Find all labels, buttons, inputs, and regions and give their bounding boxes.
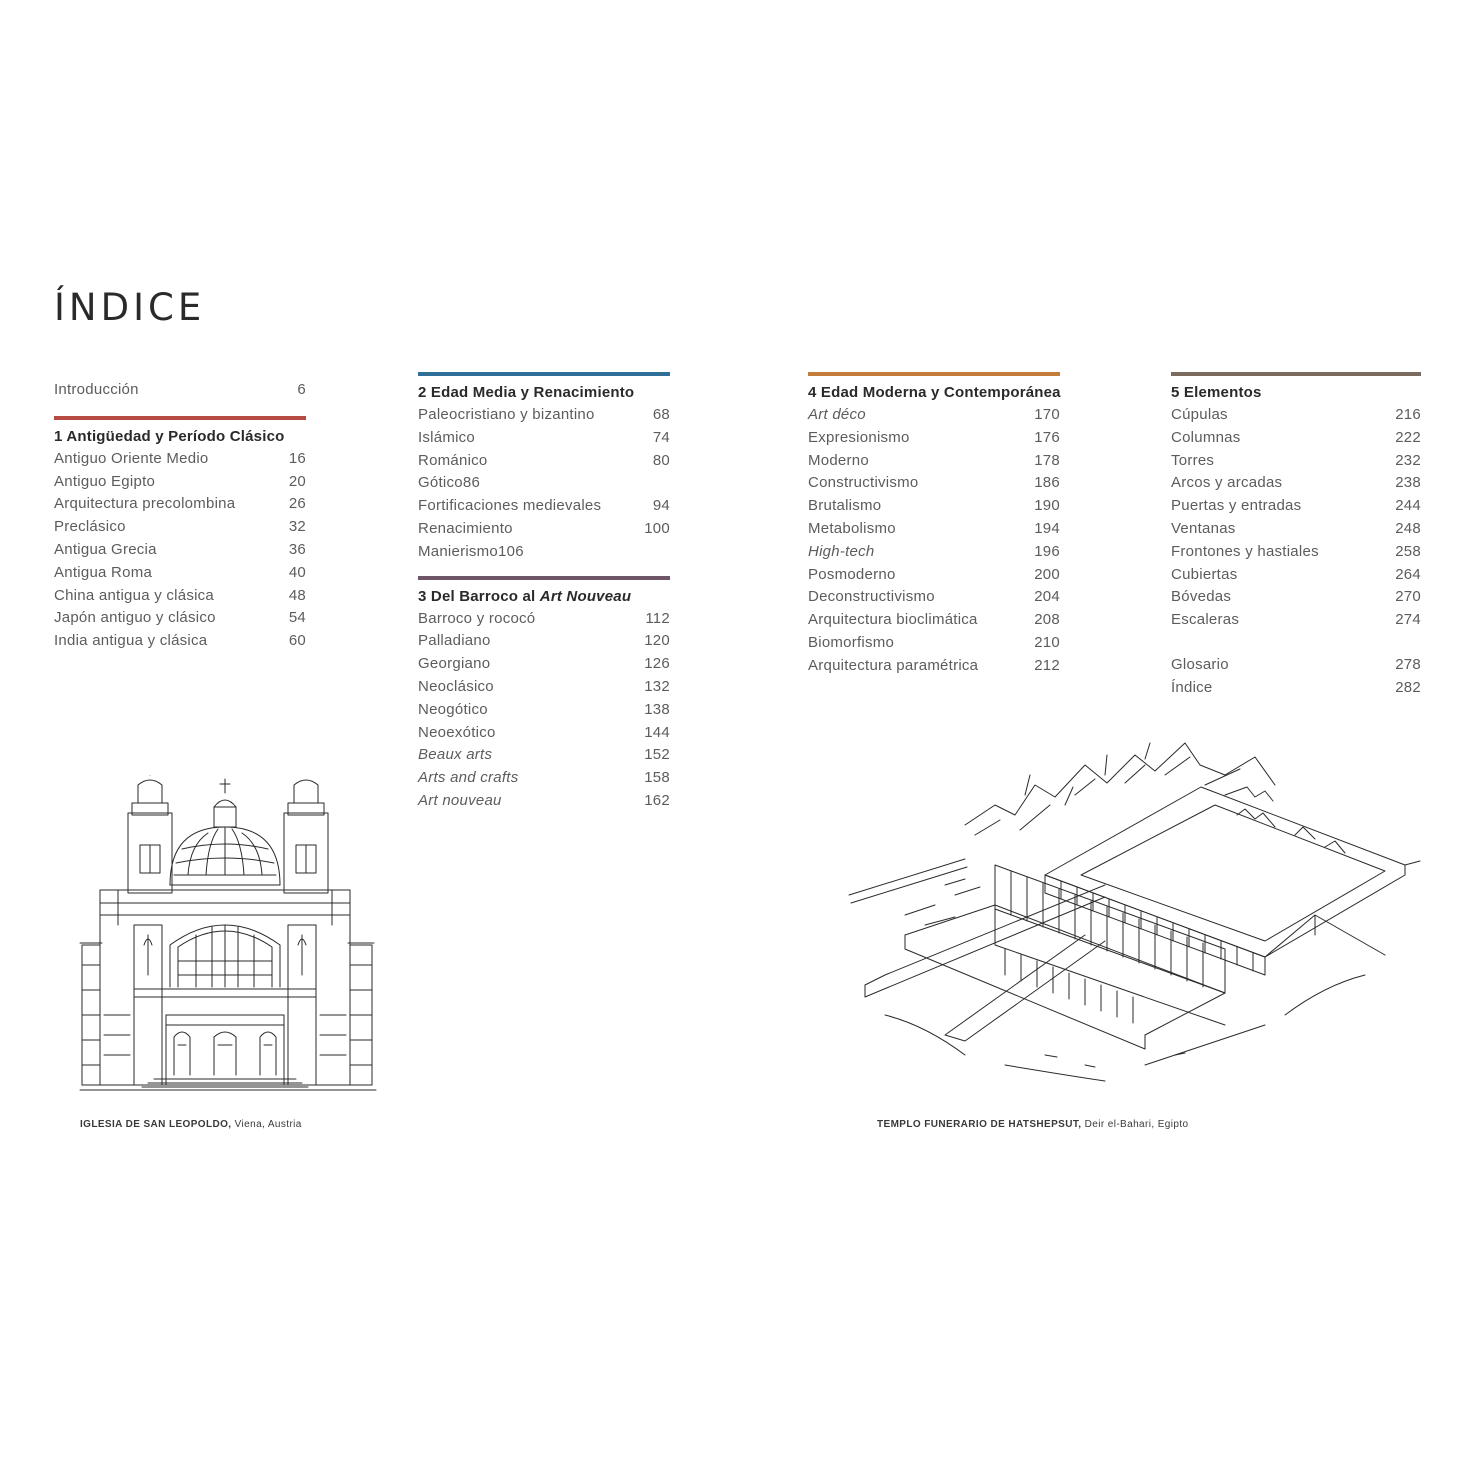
toc-column-1	[54, 379, 306, 653]
section-4-entries	[808, 404, 1060, 678]
toc-entry[interactable]	[418, 518, 670, 541]
toc-entry[interactable]	[54, 585, 306, 608]
toc-entry[interactable]	[54, 471, 306, 494]
toc-entry-label: Biomorfismo	[808, 633, 895, 651]
toc-entry[interactable]	[418, 767, 670, 790]
toc-entry-page: 100	[644, 519, 670, 537]
toc-entry-label: Ventanas	[1171, 519, 1236, 537]
toc-entry[interactable]	[1171, 472, 1421, 495]
toc-entry-page: 152	[644, 746, 670, 764]
toc-entry-page: 126	[644, 655, 670, 673]
toc-entry[interactable]	[54, 539, 306, 562]
toc-entry[interactable]	[418, 630, 670, 653]
toc-entry-label: Paleocristiano y bizantino	[418, 406, 595, 423]
toc-entry-page: 212	[1034, 656, 1060, 674]
toc-entry[interactable]	[418, 653, 670, 676]
toc-entry-label: Cubiertas	[1171, 565, 1238, 583]
toc-entry-label: Barroco y rococó	[418, 609, 536, 627]
toc-entry[interactable]	[418, 404, 670, 427]
toc-entry[interactable]	[54, 607, 306, 630]
section-3-title	[418, 586, 670, 608]
toc-entry-label: Neoexótico	[418, 723, 496, 741]
toc-entry-label: Antigua Grecia	[54, 540, 157, 558]
toc-entry[interactable]	[1171, 564, 1421, 587]
toc-entry-page: 222	[1395, 428, 1421, 446]
toc-entry-label: Arquitectura bioclimática	[808, 611, 978, 629]
toc-entry[interactable]	[1171, 541, 1421, 564]
toc-entry-page: 178	[1034, 451, 1060, 469]
section-1-entries	[54, 448, 306, 653]
toc-entry-page: 232	[1395, 451, 1421, 469]
toc-entry-label: Introducción	[54, 381, 139, 398]
toc-entry[interactable]	[418, 699, 670, 722]
toc-entry-label: Románico	[418, 451, 488, 469]
toc-entry-label: Japón antiguo y clásico	[54, 609, 216, 627]
toc-entry-label: Fortificaciones medievales	[418, 497, 602, 515]
toc-entry-label: Cúpulas	[1171, 406, 1228, 423]
toc-entry-page: 244	[1395, 497, 1421, 515]
toc-entry-page: 80	[652, 451, 670, 469]
toc-entry-page: 190	[1034, 497, 1060, 515]
toc-entry-label: Neogótico	[418, 700, 488, 718]
toc-entry-page: 74	[652, 428, 670, 446]
toc-entry[interactable]	[1171, 654, 1421, 677]
toc-entry-page: 6	[297, 381, 306, 398]
toc-entry-page: 54	[288, 609, 306, 627]
toc-entry-label: Palladiano	[418, 632, 491, 650]
toc-entry-page: 112	[645, 609, 670, 627]
toc-entry-page: 238	[1395, 474, 1421, 492]
toc-entry-page: 258	[1395, 542, 1421, 560]
section-4-title: 4 Edad Moderna y Contemporánea	[808, 384, 1061, 401]
toc-entry-page: 32	[288, 518, 306, 536]
toc-entry-label: Antiguo Oriente Medio	[54, 449, 209, 467]
toc-entry-label: Georgiano	[418, 655, 491, 673]
toc-entry-label: Torres	[1171, 451, 1215, 469]
toc-entry-label: Arcos y arcadas	[1171, 474, 1283, 492]
toc-entry-page: 282	[1395, 678, 1421, 696]
toc-entry-page: 144	[644, 723, 670, 741]
toc-entry-label: High-tech	[808, 542, 875, 560]
toc-entry-page: 210	[1034, 633, 1060, 651]
temple-illustration	[845, 735, 1425, 1085]
caption-temple-location: Deir el-Bahari, Egipto	[1081, 1119, 1189, 1130]
toc-entry[interactable]	[418, 472, 670, 495]
toc-entry-page: 200	[1034, 565, 1060, 583]
toc-entry-page: 16	[288, 449, 306, 467]
toc-entry[interactable]	[808, 609, 1060, 632]
toc-entry[interactable]	[808, 450, 1060, 473]
church-illustration	[78, 775, 378, 1095]
toc-entry[interactable]	[418, 541, 670, 564]
toc-entry-page: 68	[652, 406, 670, 423]
section-5-title: 5 Elementos	[1171, 384, 1262, 401]
section-2-color-bar	[418, 372, 670, 376]
toc-entry-page: 170	[1034, 406, 1060, 423]
toc-entry-page: 162	[644, 791, 670, 809]
toc-column-3	[808, 372, 1060, 678]
toc-entry[interactable]	[1171, 427, 1421, 450]
toc-entry[interactable]	[418, 676, 670, 699]
toc-entry-page: 36	[288, 540, 306, 558]
toc-entry-label: Arts and crafts	[418, 769, 519, 787]
toc-entry-page: 138	[644, 700, 670, 718]
toc-entry-label: Moderno	[808, 451, 869, 469]
toc-entry-page: 194	[1034, 519, 1060, 537]
toc-entry-label: Deconstructivismo	[808, 588, 935, 606]
section-3-title-italic: Art Nouveau	[539, 587, 632, 605]
toc-entry-label: Expresionismo	[808, 428, 910, 446]
toc-entry[interactable]	[808, 495, 1060, 518]
toc-column-2	[418, 372, 670, 813]
toc-entry[interactable]	[418, 495, 670, 518]
toc-entry[interactable]	[1171, 518, 1421, 541]
toc-entry[interactable]	[54, 630, 306, 653]
toc-entry-intro[interactable]	[54, 379, 306, 402]
toc-entry-label: Antigua Roma	[54, 563, 153, 581]
toc-entry-label: Metabolismo	[808, 519, 896, 537]
caption-temple-title: TEMPLO FUNERARIO DE HATSHEPSUT,	[877, 1119, 1082, 1130]
toc-entry-page: 20	[288, 472, 306, 490]
toc-entry-page: 94	[652, 497, 670, 515]
toc-entry-label: Art déco	[808, 406, 866, 423]
toc-entry-label: Bóvedas	[1171, 588, 1232, 606]
toc-entry[interactable]	[808, 586, 1060, 609]
toc-entry-label: Constructivismo	[808, 474, 919, 492]
section-3-entries	[418, 608, 670, 813]
toc-entry[interactable]	[808, 518, 1060, 541]
toc-entry[interactable]	[808, 564, 1060, 587]
toc-entry-label: Frontones y hastiales	[1171, 542, 1319, 560]
toc-entry[interactable]	[808, 541, 1060, 564]
toc-entry-page: 274	[1395, 611, 1421, 629]
toc-entry[interactable]	[54, 562, 306, 585]
toc-entry-page: 40	[288, 563, 306, 581]
toc-entry-page: 120	[644, 632, 670, 650]
section-2-entries	[418, 404, 670, 564]
toc-entry-label: Antiguo Egipto	[54, 472, 156, 490]
toc-entry-label: Neoclásico	[418, 677, 494, 695]
toc-entry-page: 132	[644, 677, 670, 695]
toc-entry-label: Preclásico	[54, 518, 126, 536]
toc-entry-label: Renacimiento	[418, 519, 513, 537]
caption-church	[80, 1119, 302, 1130]
toc-entry-page: 60	[288, 632, 306, 650]
toc-entry[interactable]	[808, 655, 1060, 678]
toc-entry-page: 204	[1034, 588, 1060, 606]
toc-entry[interactable]	[54, 493, 306, 516]
toc-entry-label: Gótico86	[418, 474, 481, 492]
page-title: ÍNDICE	[54, 286, 206, 329]
section-4-color-bar	[808, 372, 1060, 376]
section-1-title: 1 Antigüedad y Período Clásico	[54, 427, 285, 445]
toc-entry-page: 208	[1034, 611, 1060, 629]
toc-entry-page: 186	[1034, 474, 1060, 492]
toc-entry[interactable]	[54, 448, 306, 471]
toc-entry-label: Índice	[1171, 678, 1213, 696]
section-1-color-bar	[54, 416, 306, 420]
toc-entry-label: Puertas y entradas	[1171, 497, 1302, 515]
toc-entry-page: 278	[1395, 655, 1421, 673]
toc-entry-label: India antigua y clásica	[54, 632, 208, 650]
toc-entry[interactable]	[808, 404, 1060, 427]
toc-entry-page: 196	[1034, 542, 1060, 560]
toc-entry-label: Brutalismo	[808, 497, 882, 515]
section-5-entries	[1171, 404, 1421, 632]
toc-entry[interactable]	[418, 744, 670, 767]
toc-entry-page: 270	[1395, 588, 1421, 606]
section-5-color-bar	[1171, 372, 1421, 376]
toc-entry[interactable]	[54, 516, 306, 539]
toc-entry[interactable]	[418, 427, 670, 450]
toc-entry[interactable]	[808, 472, 1060, 495]
toc-entry-label: Escaleras	[1171, 611, 1240, 629]
toc-entry-page: 158	[644, 769, 670, 787]
toc-entry[interactable]	[418, 790, 670, 813]
caption-church-location: Viena, Austria	[231, 1119, 302, 1130]
toc-entry-page: 216	[1395, 406, 1421, 423]
toc-entry-page: 264	[1395, 565, 1421, 583]
toc-entry-page: 248	[1395, 519, 1421, 537]
toc-entry[interactable]	[1171, 404, 1421, 427]
toc-entry[interactable]	[1171, 495, 1421, 518]
toc-entry-page: 26	[288, 495, 306, 513]
caption-church-title: IGLESIA DE SAN LEOPOLDO,	[80, 1119, 232, 1130]
toc-entry-label: Beaux arts	[418, 746, 493, 764]
toc-entry-label: Arquitectura paramétrica	[808, 656, 979, 674]
toc-entry[interactable]	[418, 722, 670, 745]
toc-entry-label: Islámico	[418, 428, 476, 446]
toc-entry-page: 176	[1034, 428, 1060, 446]
toc-entry[interactable]	[1171, 450, 1421, 473]
toc-entry[interactable]	[1171, 677, 1421, 700]
toc-entry[interactable]	[1171, 609, 1421, 632]
section-3-color-bar	[418, 576, 670, 580]
toc-entry[interactable]	[808, 632, 1060, 655]
toc-entry-label: Art nouveau	[418, 791, 502, 809]
section-2-title: 2 Edad Media y Renacimiento	[418, 384, 635, 401]
toc-entry[interactable]	[808, 427, 1060, 450]
toc-entry-label: Arquitectura precolombina	[54, 495, 236, 513]
back-matter-entries	[1171, 654, 1421, 700]
caption-temple	[877, 1119, 1188, 1130]
section-3-title-prefix: 3 Del Barroco al	[418, 587, 540, 605]
toc-entry-label: Manierismo106	[418, 542, 524, 560]
toc-entry[interactable]	[418, 608, 670, 631]
toc-entry-label: China antigua y clásica	[54, 586, 215, 604]
toc-entry-label: Glosario	[1171, 655, 1229, 673]
toc-entry-page: 48	[288, 586, 306, 604]
toc-entry-label: Columnas	[1171, 428, 1241, 446]
toc-entry[interactable]	[1171, 586, 1421, 609]
toc-entry[interactable]	[418, 450, 670, 473]
toc-entry-label: Posmoderno	[808, 565, 896, 583]
toc-column-4	[1171, 372, 1421, 700]
